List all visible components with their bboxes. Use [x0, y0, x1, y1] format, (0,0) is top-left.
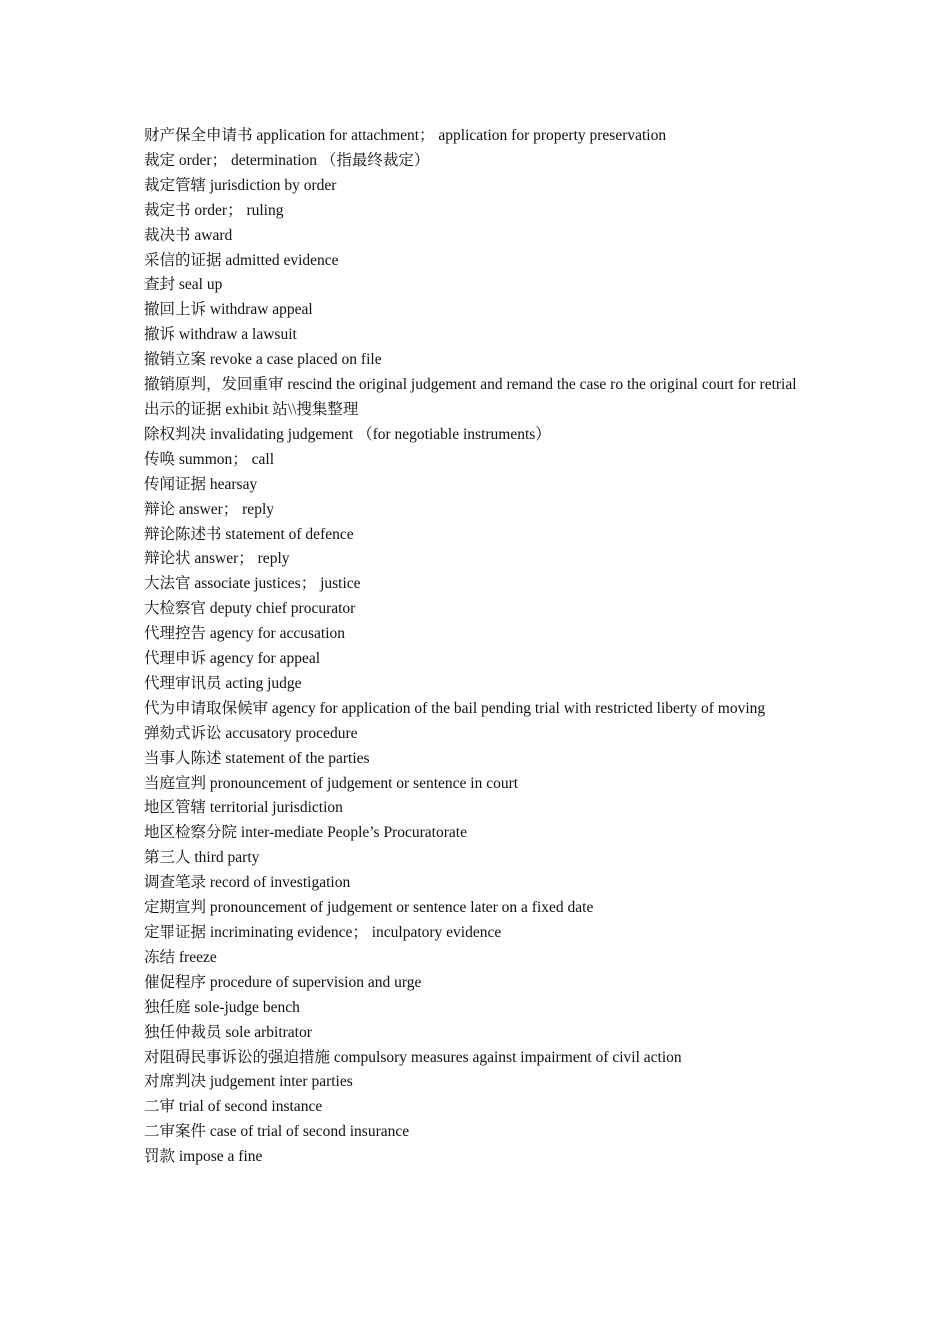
glossary-entry: 财产保全申请书 application for attachment； application for property preservation — [144, 127, 667, 144]
glossary-entry: 地区管辖 territorial jurisdiction — [144, 799, 343, 817]
glossary-entry: 独任庭 sole-judge bench — [144, 998, 300, 1016]
glossary-entry: 对席判决 judgement inter parties — [144, 1073, 353, 1091]
glossary-entry: 定罪证据 incriminating evidence； inculpatory evidence — [144, 924, 502, 941]
glossary-entry: 除权判决 invalidating judgement （for negotiable instruments） — [144, 425, 551, 443]
glossary-entry: 辩论陈述书 statement of defence — [144, 525, 354, 543]
glossary-entry: 罚款 impose a fine — [144, 1148, 263, 1166]
glossary-entry: 代理控告 agency for accusation — [144, 625, 346, 643]
glossary-entry: 裁决书 award — [144, 226, 233, 244]
glossary-entry: 对阻碍民事诉讼的强迫措施 compulsory measures against impairment of civil action — [144, 1048, 682, 1066]
glossary-entry: 辩论 answer； reply — [144, 500, 274, 518]
glossary-entry: 第三人 third party — [144, 849, 260, 867]
glossary-entry: 调查笔录 record of investigation — [144, 874, 351, 892]
glossary-entry: 大法官 associate justices； justice — [144, 575, 361, 593]
glossary-entry: 催促程序 procedure of supervision and urge — [144, 973, 422, 991]
glossary-entry: 传闻证据 hearsay — [144, 475, 258, 493]
glossary-entry: 独任仲裁员 sole arbitrator — [144, 1023, 312, 1041]
glossary-entry: 撤诉 withdraw a lawsuit — [144, 326, 297, 344]
glossary-entry: 地区检察分院 inter-mediate People’s Procuratorate — [144, 824, 467, 842]
glossary-entry: 二审案件 case of trial of second insurance — [144, 1123, 410, 1141]
glossary-entry: 传唤 summon； call — [144, 450, 275, 468]
glossary-entry: 裁定书 order； ruling — [144, 201, 284, 219]
glossary-entry: 定期宣判 pronouncement of judgement or sentence later on a fixed date — [144, 899, 594, 917]
glossary-entry: 弹劾式诉讼 accusatory procedure — [144, 724, 358, 742]
glossary-entry: 采信的证据 admitted evidence — [144, 251, 339, 269]
glossary-entry: 大检察官 deputy chief procurator — [144, 600, 356, 618]
glossary-entry: 撤销原判，发回重审 rescind the original judgement and remand the case ro the original court for retrial — [144, 376, 797, 394]
glossary-entry: 裁定 order； determination （指最终裁定） — [144, 151, 430, 169]
glossary-entry: 辩论状 answer； reply — [144, 550, 290, 568]
glossary-entry: 出示的证据 exhibit 站\\搜集整理 — [144, 400, 359, 418]
glossary-entry: 代理审讯员 acting judge — [144, 674, 302, 692]
glossary-list — [144, 124, 806, 1170]
glossary-entry: 撤销立案 revoke a case placed on file — [144, 351, 382, 369]
glossary-entry: 代理申诉 agency for appeal — [144, 650, 321, 668]
glossary-entry: 查封 seal up — [144, 276, 223, 294]
glossary-entry: 当事人陈述 statement of the parties — [144, 749, 370, 767]
glossary-entry: 撤回上诉 withdraw appeal — [144, 301, 313, 319]
glossary-entry: 冻结 freeze — [144, 948, 217, 966]
glossary-entry: 二审 trial of second instance — [144, 1098, 323, 1116]
glossary-entry: 当庭宣判 pronouncement of judgement or sentence in court — [144, 774, 519, 792]
glossary-entry: 代为申请取保候审 agency for application of the bail pending trial with restricted liberty of moving — [144, 699, 766, 717]
glossary-entry: 裁定管辖 jurisdiction by order — [144, 176, 337, 194]
